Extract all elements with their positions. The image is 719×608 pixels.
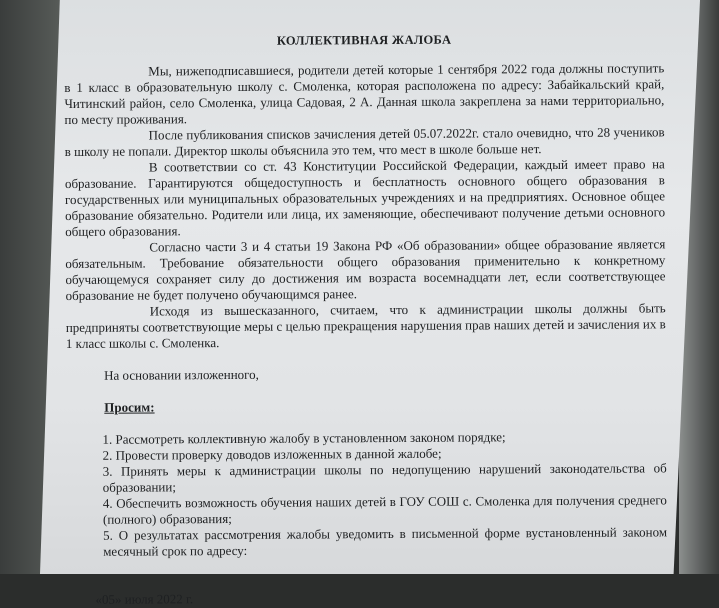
request-list xyxy=(102,428,667,559)
document-body xyxy=(64,30,667,608)
basis-text: На основании изложенного, xyxy=(104,366,259,383)
paragraph-intro: Мы, нижеподписавшиеся, родители детей которые 1 сентября 2022 года должны поступить в 1 класс в образовательную школу с. Смоленка, которая расположена по адресу: Забайкальский край, Читинский район, село Смоленка, улица Садовая, 2 А. Данная школа закреплена за нами территориально, по месту проживания. xyxy=(64,60,665,127)
paragraph-constitution: В соответствии со ст. 43 Конституции Российской Федерации, каждый имеет право на образование. Гарантируются общедоступность и бесплатность основного общего образования в государственных или муниципальных образовательных учреждениях и на предприятиях. Основное общее образование обязательно. Родители или лица, их заменяющие, обеспечивают получение детьми основного общего образования. xyxy=(64,156,666,239)
paragraph-lists: После публикования списков зачисления детей 05.07.2022г. стало очевидно, что 28 учеников в школу не попали. Директор школы объяснила это тем, что мест в школе больше нет. xyxy=(64,124,665,159)
paragraph-law: Согласно части 3 и 4 статьи 19 Закона РФ «Об образовании» общее образование является обязательным. Требование обязательности общего образования применительно к конкретному обучающемуся сохраняет силу до достижения им возраста восемнадцати лет, если соответствующее образование не будет получено обучающимся ранее. xyxy=(65,236,666,303)
list-item: 4. Обеспечить возможность обучения наших детей в ГОУ СОШ с. Смоленка для получения среднего (полного) образования; xyxy=(102,492,667,527)
request-heading: Просим: xyxy=(104,399,155,415)
list-item: 3. Принять меры к администрации школы по недопущению нарушений законодательства об образовании; xyxy=(102,460,667,495)
list-item: 1. Рассмотреть коллективную жалобу в установленном законом порядке; xyxy=(102,429,506,447)
document-title: КОЛЛЕКТИВНАЯ ЖАЛОБА xyxy=(276,32,452,48)
list-item: 5. О результатах рассмотрения жалобы уведомить в письменной форме вустановленный законом месячный срок по адресу: xyxy=(103,524,668,559)
list-item: 2. Провести проверку доводов изложенных в данной жалобе; xyxy=(102,445,442,463)
document-date: «05» июля 2022 г. xyxy=(95,591,194,607)
paragraph-conclusion: Исходя из вышесказанного, считаем, что к администрации школы должны быть предприняты соответствующие меры с целью прекращения нарушения прав наших детей и зачисления их в 1 класс школы с. Смоленка. xyxy=(65,300,666,351)
